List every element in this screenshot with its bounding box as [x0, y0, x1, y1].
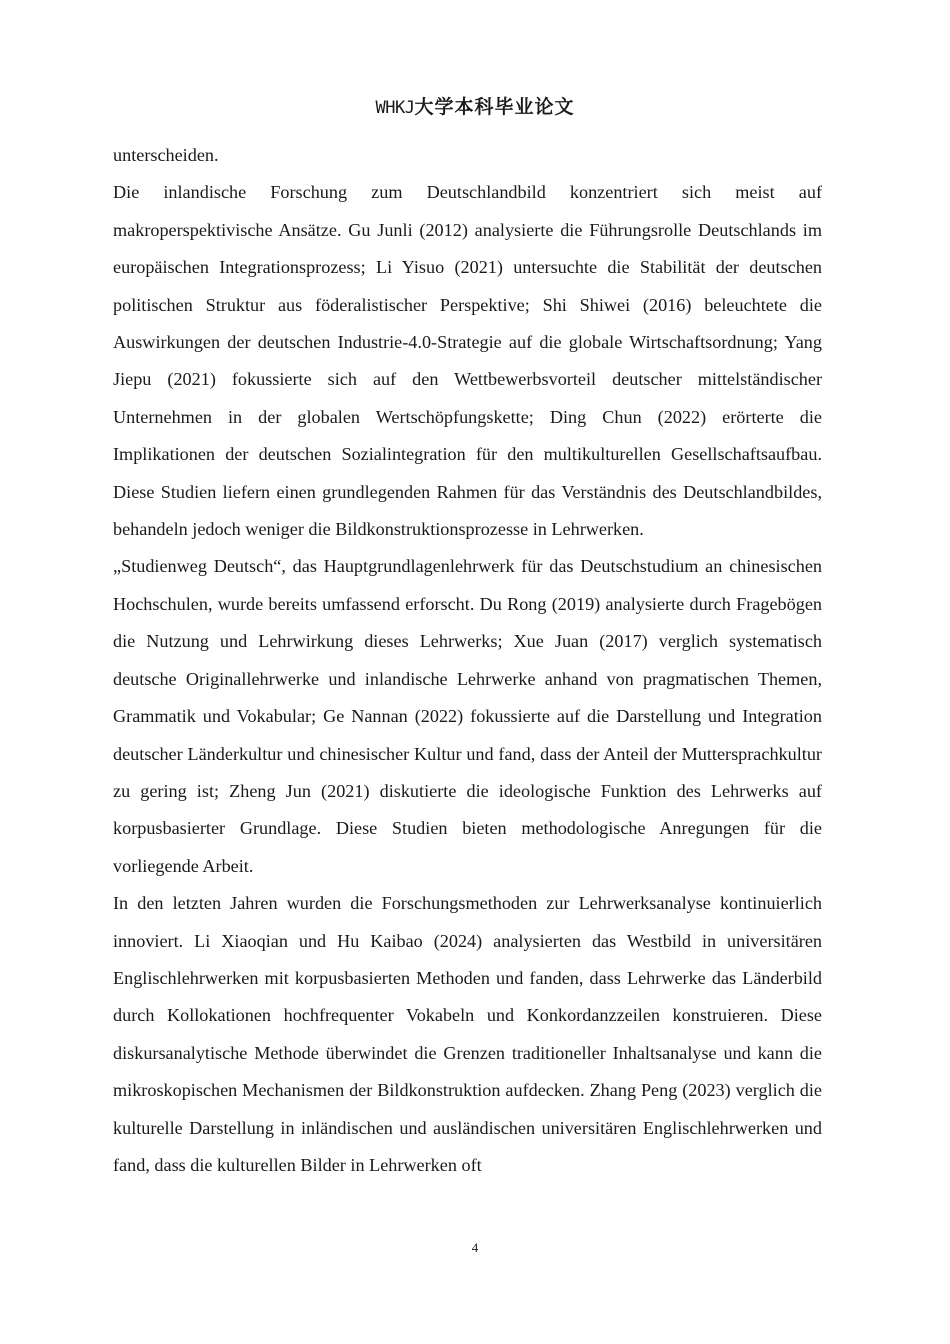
header-thesis-title: 大学本科毕业论文: [414, 96, 575, 118]
paragraph: unterscheiden.: [113, 145, 219, 165]
paragraph: „Studienweg Deutsch“, das Hauptgrundlagenlehrwerk für das Deutschstudium an chinesischen Hochschulen, wurde bereits umfassend erforscht. Du Rong (2019) analysierte durch Fragebögen die Nutzung und Lehrwirkung dieses Lehrwerks; Xue Juan (2017) verglich systematisch deutsche Originallehrwerke und inlandische Lehrwerke anhand von pragmatischen Themen, Grammatik und Vokabular; Ge Nannan (2022) fokussierte auf die Darstellung und Integration deutscher Länderkultur und chinesischer Kultur und fand, dass der Anteil der Muttersprachkultur zu gering ist; Zheng Jun (2021) diskutierte die ideologische Funktion des Lehrwerks auf korpusbasierter Grundlage. Diese Studien bieten methodologische Anregungen für die vorliegende Arbeit.: [113, 556, 822, 876]
paragraph: Die inlandische Forschung zum Deutschlandbild konzentriert sich meist auf makroperspektivische Ansätze. Gu Junli (2012) analysierte die Führungsrolle Deutschlands im europäischen Integrationsprozess; Li Yisuo (2021) untersuchte die Stabilität der deutschen politischen Struktur aus föderalistischer Perspektive; Shi Shiwei (2016) beleuchtete die Auswirkungen der deutschen Industrie-4.0-Strategie auf die globale Wirtschaftsordnung; Yang Jiepu (2021) fokussierte sich auf den Wettbewerbsvorteil deutscher mittelständischer Unternehmen in der globalen Wertschöpfungskette; Ding Chun (2022) erörterte die Implikationen der deutschen Sozialintegration für den multikulturellen Gesellschaftsaufbau. Diese Studien liefern einen grundlegenden Rahmen für das Verständnis des Deutschlandbildes, behandeln jedoch weniger die Bildkonstruktionsprozesse in Lehrwerken.: [113, 182, 822, 540]
body-text: [113, 137, 822, 1184]
page-number: 4: [471, 1240, 479, 1255]
paragraph: In den letzten Jahren wurden die Forschungsmethoden zur Lehrwerksanalyse kontinuierlich innoviert. Li Xiaoqian und Hu Kaibao (2024) analysierten das Westbild in universitären Englischlehrwerken mit korpusbasierten Methoden und fanden, dass Lehrwerke das Länderbild durch Kollokationen hochfrequenter Vokabeln und Konkordanzzeilen konstruieren. Diese diskursanalytische Methode überwindet die Grenzen traditioneller Inhaltsanalyse und kann die mikroskopischen Mechanismen der Bildkonstruktion aufdecken. Zhang Peng (2023) verglich die kulturelle Darstellung in inländischen und ausländischen universitären Englischlehrwerken und fand, dass die kulturellen Bilder in Lehrwerken oft: [113, 893, 822, 1175]
running-header: [0, 93, 950, 122]
header-university-code: WHKJ: [375, 98, 415, 118]
